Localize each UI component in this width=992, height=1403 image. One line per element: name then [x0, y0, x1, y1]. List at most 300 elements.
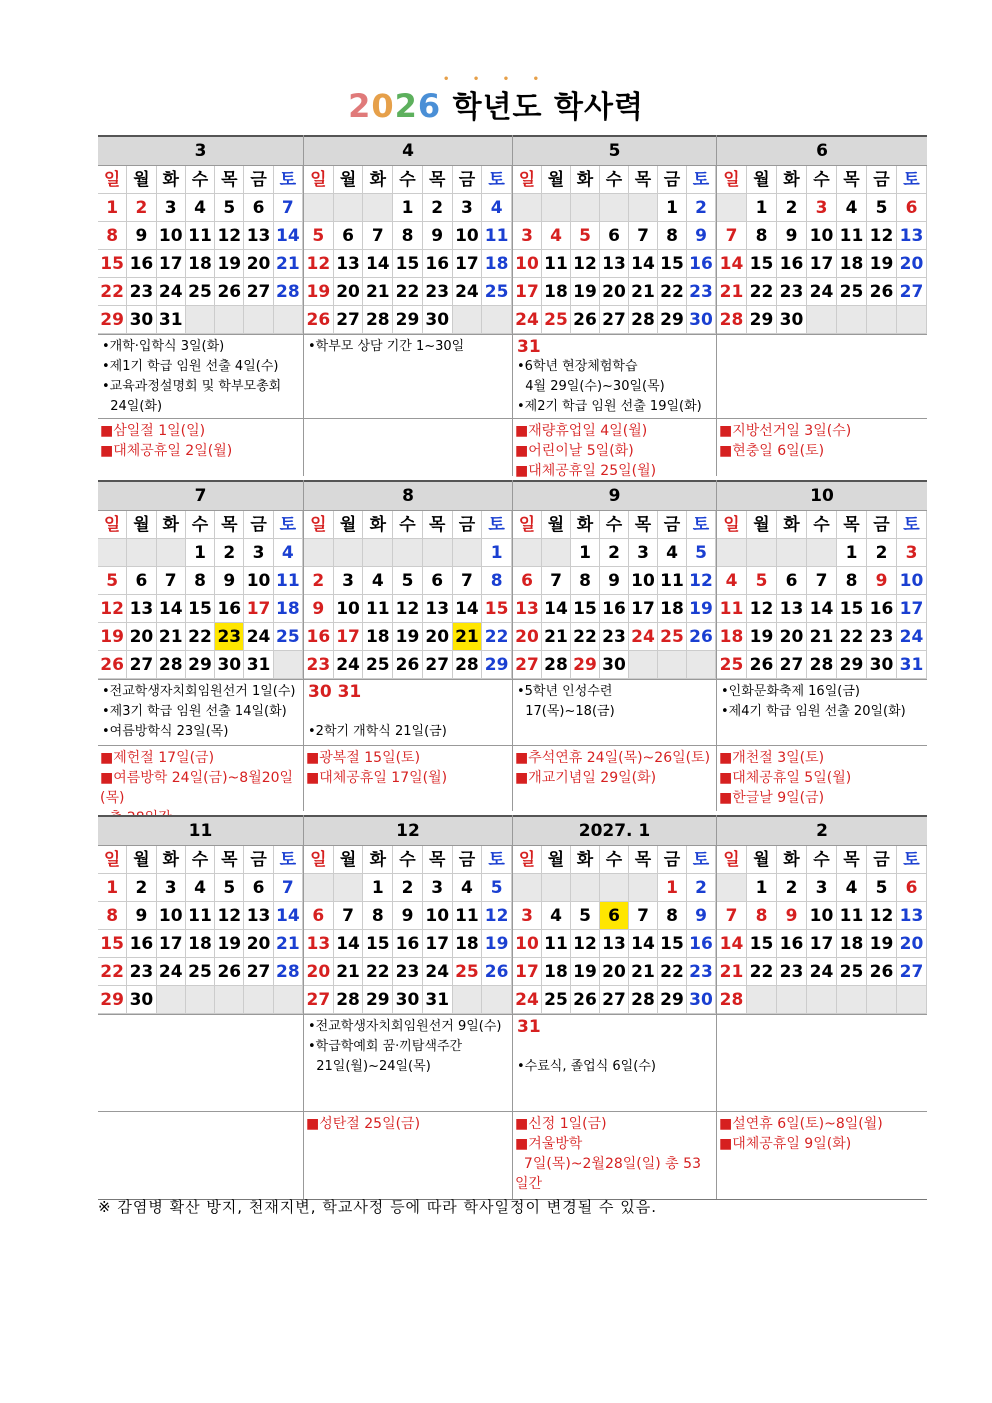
weekday-header: 토 [897, 511, 927, 539]
day-cell: 8 [747, 902, 777, 930]
day-cell: 2 [777, 874, 807, 902]
weekday-header: 토 [897, 166, 927, 194]
day-cell: 6 [423, 567, 453, 595]
event-list: •수료식, 졸업식 6일(수) [517, 1059, 656, 1074]
day-cell: 24 [629, 623, 658, 651]
weekday-header: 수 [600, 511, 629, 539]
day-cell: 28 [157, 651, 186, 679]
empty-cell [513, 194, 542, 222]
weekday-header: 토 [274, 846, 303, 874]
day-cell: 13 [897, 222, 927, 250]
day-cell: 20 [334, 278, 364, 306]
day-cell: 8 [98, 902, 127, 930]
weekday-header: 화 [157, 846, 186, 874]
day-cell: 2 [600, 539, 629, 567]
day-cell: 8 [747, 222, 777, 250]
day-cell: 21 [717, 278, 747, 306]
day-cell: 5 [393, 567, 423, 595]
event-list: •5학년 인성수련 17(목)~18(금) [517, 684, 615, 719]
day-cell: 15 [747, 930, 777, 958]
title-dots: • • • • [442, 74, 549, 85]
month-notes [304, 679, 512, 745]
day-cell: 8 [393, 222, 423, 250]
day-cell: 25 [658, 623, 687, 651]
event-list: •2학기 개학식 21일(금) [308, 724, 447, 739]
day-cell: 27 [897, 278, 927, 306]
day-cell: 1 [98, 874, 127, 902]
day-cell: 24 [157, 278, 186, 306]
day-cell: 8 [363, 902, 393, 930]
day-cell: 20 [600, 278, 629, 306]
empty-cell [304, 874, 334, 902]
day-cell: 6 [897, 194, 927, 222]
month-header: 9 [513, 480, 716, 510]
weekday-header: 금 [453, 511, 483, 539]
day-cell: 17 [244, 595, 273, 623]
day-cell: 13 [304, 930, 334, 958]
holiday-list: ■제헌절 17일(금) ■여름방학 24일(금)~8월20일(목) [98, 745, 303, 811]
day-cell: 23 [423, 278, 453, 306]
day-cell: 24 [453, 278, 483, 306]
day-cell: 16 [777, 250, 807, 278]
day-grid [304, 510, 512, 679]
day-cell: 12 [215, 902, 244, 930]
day-grid [717, 510, 927, 679]
day-cell: 13 [600, 250, 629, 278]
day-cell: 16 [867, 595, 897, 623]
day-cell: 11 [186, 222, 215, 250]
day-cell: 31 [897, 651, 927, 679]
weekday-header: 일 [98, 511, 127, 539]
day-cell: 12 [687, 567, 716, 595]
holiday-list: ■삼일절 1일(일) ■대체공휴일 2일(월) [98, 418, 303, 476]
day-cell: 19 [215, 930, 244, 958]
month-notes [717, 679, 927, 745]
day-cell: 1 [747, 874, 777, 902]
weekday-header: 목 [215, 846, 244, 874]
day-cell: 26 [304, 306, 334, 334]
day-cell: 7 [807, 567, 837, 595]
day-cell: 28 [629, 986, 658, 1014]
month-header: 6 [717, 135, 927, 165]
empty-cell [215, 986, 244, 1014]
day-cell: 30 [215, 651, 244, 679]
empty-cell [513, 539, 542, 567]
day-cell: 11 [542, 250, 571, 278]
day-cell: 23 [687, 278, 716, 306]
day-cell: 22 [747, 278, 777, 306]
holiday-list: ■광복절 15일(토) ■대체공휴일 17일(월) [304, 745, 512, 811]
weekday-header: 수 [186, 511, 215, 539]
day-cell: 4 [837, 194, 867, 222]
weekday-header: 토 [274, 511, 303, 539]
day-cell: 4 [186, 194, 215, 222]
month-3 [98, 135, 304, 476]
empty-cell [513, 874, 542, 902]
day-cell: 26 [571, 986, 600, 1014]
weekday-header: 금 [244, 846, 273, 874]
weekday-header: 화 [777, 511, 807, 539]
month-notes [513, 679, 716, 745]
weekday-header: 토 [897, 846, 927, 874]
day-cell: 27 [600, 306, 629, 334]
day-cell: 28 [274, 958, 303, 986]
day-cell: 17 [453, 250, 483, 278]
day-cell: 2 [215, 539, 244, 567]
weekday-header: 토 [482, 846, 512, 874]
day-cell: 22 [837, 623, 867, 651]
day-cell: 18 [186, 250, 215, 278]
day-cell: 6 [304, 902, 334, 930]
day-cell: 12 [867, 902, 897, 930]
day-cell: 7 [717, 902, 747, 930]
day-cell: 29 [363, 986, 393, 1014]
month-header: 11 [98, 815, 303, 845]
day-cell: 21 [157, 623, 186, 651]
weekday-header: 화 [363, 166, 393, 194]
event-list: •6학년 현장체험학습 4월 29일(수)~30일(목) •제2기 학급 임원 선출 19일(화) [517, 359, 702, 414]
day-cell: 4 [274, 539, 303, 567]
title-text: 학년도 학사력 [452, 90, 644, 125]
empty-cell [571, 874, 600, 902]
empty-cell [98, 539, 127, 567]
day-cell: 4 [717, 567, 747, 595]
day-cell: 26 [215, 278, 244, 306]
empty-cell [747, 986, 777, 1014]
empty-cell [244, 306, 273, 334]
month-8 [304, 480, 513, 811]
day-cell: 26 [867, 278, 897, 306]
day-cell: 10 [807, 222, 837, 250]
day-cell: 5 [304, 222, 334, 250]
day-cell: 4 [658, 539, 687, 567]
empty-cell [867, 306, 897, 334]
day-cell: 12 [98, 595, 127, 623]
month-2 [717, 815, 927, 1199]
day-cell: 20 [423, 623, 453, 651]
weekday-header: 수 [807, 166, 837, 194]
day-cell: 19 [571, 278, 600, 306]
weekday-header: 금 [244, 511, 273, 539]
weekday-header: 화 [571, 166, 600, 194]
day-cell: 14 [807, 595, 837, 623]
day-cell: 10 [513, 930, 542, 958]
day-cell: 6 [777, 567, 807, 595]
day-cell: 5 [215, 874, 244, 902]
day-cell: 15 [98, 250, 127, 278]
day-cell: 30 [867, 651, 897, 679]
day-cell: 27 [244, 958, 273, 986]
day-cell: 6 [244, 194, 273, 222]
day-cell: 10 [513, 250, 542, 278]
day-cell: 10 [453, 222, 483, 250]
day-cell: 20 [304, 958, 334, 986]
day-cell: 16 [127, 250, 156, 278]
day-cell: 20 [513, 623, 542, 651]
day-cell: 9 [127, 222, 156, 250]
month-notes [98, 679, 303, 745]
day-cell: 10 [157, 222, 186, 250]
empty-cell [867, 986, 897, 1014]
weekday-header: 토 [687, 511, 716, 539]
day-cell: 11 [482, 222, 512, 250]
day-cell: 26 [482, 958, 512, 986]
day-grid [304, 165, 512, 334]
day-cell: 24 [807, 278, 837, 306]
day-cell: 14 [629, 930, 658, 958]
weekday-header: 목 [629, 166, 658, 194]
day-cell: 16 [127, 930, 156, 958]
day-cell: 27 [423, 651, 453, 679]
day-cell: 8 [658, 222, 687, 250]
day-cell: 23 [777, 958, 807, 986]
day-cell: 13 [334, 250, 364, 278]
month-header: 3 [98, 135, 303, 165]
day-cell: 19 [867, 250, 897, 278]
weekday-header: 월 [334, 511, 364, 539]
holiday-list: ■지방선거일 3일(수) ■현충일 6일(토) [717, 418, 927, 476]
empty-cell [157, 539, 186, 567]
weekday-header: 화 [777, 846, 807, 874]
day-cell: 7 [157, 567, 186, 595]
month-notes [717, 334, 927, 418]
day-cell: 21 [542, 623, 571, 651]
event-list: •학부모 상담 기간 1~30일 [308, 339, 465, 354]
day-cell: 9 [423, 222, 453, 250]
day-cell: 12 [482, 902, 512, 930]
day-cell: 26 [867, 958, 897, 986]
day-cell: 16 [393, 930, 423, 958]
day-cell: 5 [482, 874, 512, 902]
day-cell: 17 [513, 958, 542, 986]
day-cell: 17 [157, 930, 186, 958]
day-cell: 23 [867, 623, 897, 651]
day-cell: 14 [157, 595, 186, 623]
day-cell: 24 [244, 623, 273, 651]
day-grid [717, 845, 927, 1014]
day-cell: 28 [717, 306, 747, 334]
weekday-header: 수 [393, 511, 423, 539]
day-cell: 3 [897, 539, 927, 567]
day-cell: 5 [571, 902, 600, 930]
day-cell: 15 [747, 250, 777, 278]
day-cell: 30 [600, 651, 629, 679]
title-year: 2026 [348, 87, 442, 125]
day-cell: 18 [186, 930, 215, 958]
day-cell: 25 [717, 651, 747, 679]
day-cell: 11 [837, 902, 867, 930]
empty-cell [777, 986, 807, 1014]
day-cell: 7 [453, 567, 483, 595]
month-header: 12 [304, 815, 512, 845]
day-cell: 11 [837, 222, 867, 250]
day-cell: 12 [867, 222, 897, 250]
day-cell: 11 [658, 567, 687, 595]
day-cell: 23 [600, 623, 629, 651]
day-cell: 20 [897, 250, 927, 278]
day-cell: 25 [453, 958, 483, 986]
day-cell: 25 [186, 278, 215, 306]
day-cell: 10 [807, 902, 837, 930]
day-cell: 22 [571, 623, 600, 651]
month-12 [304, 815, 513, 1199]
day-cell: 30 [127, 306, 156, 334]
empty-cell [334, 539, 364, 567]
calendar-block [98, 815, 927, 1199]
holiday-list: ■설연휴 6일(토)~8일(월) ■대체공휴일 9일(화) [717, 1111, 927, 1199]
day-cell: 17 [629, 595, 658, 623]
day-cell: 9 [600, 567, 629, 595]
event-list: •전교학생자치회임원선거 9일(수) •학급학예회 꿈·끼탐색주간 21일(월)~24일(목) [308, 1019, 502, 1074]
weekday-header: 목 [629, 846, 658, 874]
day-cell: 9 [777, 222, 807, 250]
weekday-header: 수 [600, 846, 629, 874]
day-cell: 7 [274, 874, 303, 902]
month-notes [304, 1014, 512, 1111]
day-cell: 3 [513, 902, 542, 930]
day-cell: 3 [157, 874, 186, 902]
day-cell: 15 [186, 595, 215, 623]
day-cell: 18 [658, 595, 687, 623]
footnote: ※ 감염병 확산 방지, 천재지변, 학교사정 등에 따라 학사일정이 변경될 수 있음. [98, 1198, 658, 1216]
day-cell: 24 [513, 986, 542, 1014]
day-grid [513, 510, 716, 679]
empty-cell [453, 986, 483, 1014]
weekday-header: 월 [334, 846, 364, 874]
month-10 [717, 480, 927, 811]
day-cell: 3 [629, 539, 658, 567]
day-cell: 29 [658, 986, 687, 1014]
weekday-header: 토 [482, 166, 512, 194]
day-cell: 25 [274, 623, 303, 651]
empty-cell [453, 306, 483, 334]
day-cell: 29 [98, 306, 127, 334]
day-cell: 12 [571, 250, 600, 278]
day-cell: 3 [423, 874, 453, 902]
empty-cell [897, 306, 927, 334]
day-cell: 23 [215, 623, 244, 651]
day-cell: 11 [453, 902, 483, 930]
day-cell: 29 [837, 651, 867, 679]
day-cell: 11 [717, 595, 747, 623]
day-cell: 25 [186, 958, 215, 986]
day-cell: 30 [687, 306, 716, 334]
month-notes [513, 334, 716, 418]
day-cell: 2 [867, 539, 897, 567]
day-cell: 21 [334, 958, 364, 986]
weekday-header: 일 [717, 166, 747, 194]
day-cell: 8 [186, 567, 215, 595]
weekday-header: 수 [186, 166, 215, 194]
day-cell: 31 [157, 306, 186, 334]
day-cell: 8 [482, 567, 512, 595]
day-cell: 23 [777, 278, 807, 306]
day-cell: 23 [127, 958, 156, 986]
day-cell: 15 [393, 250, 423, 278]
day-cell: 22 [363, 958, 393, 986]
empty-cell [186, 306, 215, 334]
day-cell: 23 [304, 651, 334, 679]
month-20271 [513, 815, 717, 1199]
day-cell: 22 [658, 958, 687, 986]
weekday-header: 금 [453, 166, 483, 194]
empty-cell [658, 651, 687, 679]
weekday-header: 일 [304, 846, 334, 874]
day-cell: 9 [777, 902, 807, 930]
day-cell: 3 [513, 222, 542, 250]
day-cell: 31 [244, 651, 273, 679]
empty-cell [747, 539, 777, 567]
day-cell: 7 [629, 222, 658, 250]
day-cell: 30 [127, 986, 156, 1014]
day-cell: 20 [244, 930, 273, 958]
weekday-header: 수 [393, 166, 423, 194]
weekday-header: 일 [717, 511, 747, 539]
weekday-header: 화 [157, 166, 186, 194]
day-cell: 19 [687, 595, 716, 623]
empty-cell [274, 986, 303, 1014]
day-cell: 16 [687, 930, 716, 958]
day-cell: 1 [393, 194, 423, 222]
day-cell: 18 [717, 623, 747, 651]
day-cell: 10 [244, 567, 273, 595]
day-cell: 22 [747, 958, 777, 986]
empty-cell [157, 986, 186, 1014]
day-cell: 15 [837, 595, 867, 623]
day-cell: 15 [482, 595, 512, 623]
weekday-header: 목 [629, 511, 658, 539]
day-cell: 13 [777, 595, 807, 623]
academic-calendar [98, 135, 927, 1200]
day-grid [513, 165, 716, 334]
day-cell: 29 [186, 651, 215, 679]
day-cell: 21 [274, 930, 303, 958]
day-cell: 21 [629, 278, 658, 306]
day-cell: 30 [687, 986, 716, 1014]
empty-cell [186, 986, 215, 1014]
day-cell: 19 [747, 623, 777, 651]
day-cell: 27 [334, 306, 364, 334]
month-notes [717, 1014, 927, 1111]
weekday-header: 수 [807, 846, 837, 874]
day-cell: 28 [363, 306, 393, 334]
day-cell: 16 [687, 250, 716, 278]
month-9 [513, 480, 717, 811]
empty-cell [717, 539, 747, 567]
day-cell: 22 [98, 278, 127, 306]
day-cell: 11 [542, 930, 571, 958]
day-cell: 17 [513, 278, 542, 306]
day-cell: 10 [423, 902, 453, 930]
holiday-list: ■개천절 3일(토) ■대체공휴일 5일(월) ■한글날 9일(금) [717, 745, 927, 811]
day-cell: 5 [747, 567, 777, 595]
empty-cell [542, 194, 571, 222]
weekday-header: 수 [600, 166, 629, 194]
weekday-header: 목 [837, 511, 867, 539]
empty-cell [571, 194, 600, 222]
empty-cell [717, 874, 747, 902]
day-cell: 15 [658, 930, 687, 958]
weekday-header: 목 [837, 846, 867, 874]
day-cell: 21 [363, 278, 393, 306]
empty-cell [274, 651, 303, 679]
weekday-header: 월 [334, 166, 364, 194]
day-cell: 27 [897, 958, 927, 986]
day-cell: 26 [571, 306, 600, 334]
page-title [0, 74, 992, 126]
day-cell: 10 [629, 567, 658, 595]
day-cell: 18 [363, 623, 393, 651]
